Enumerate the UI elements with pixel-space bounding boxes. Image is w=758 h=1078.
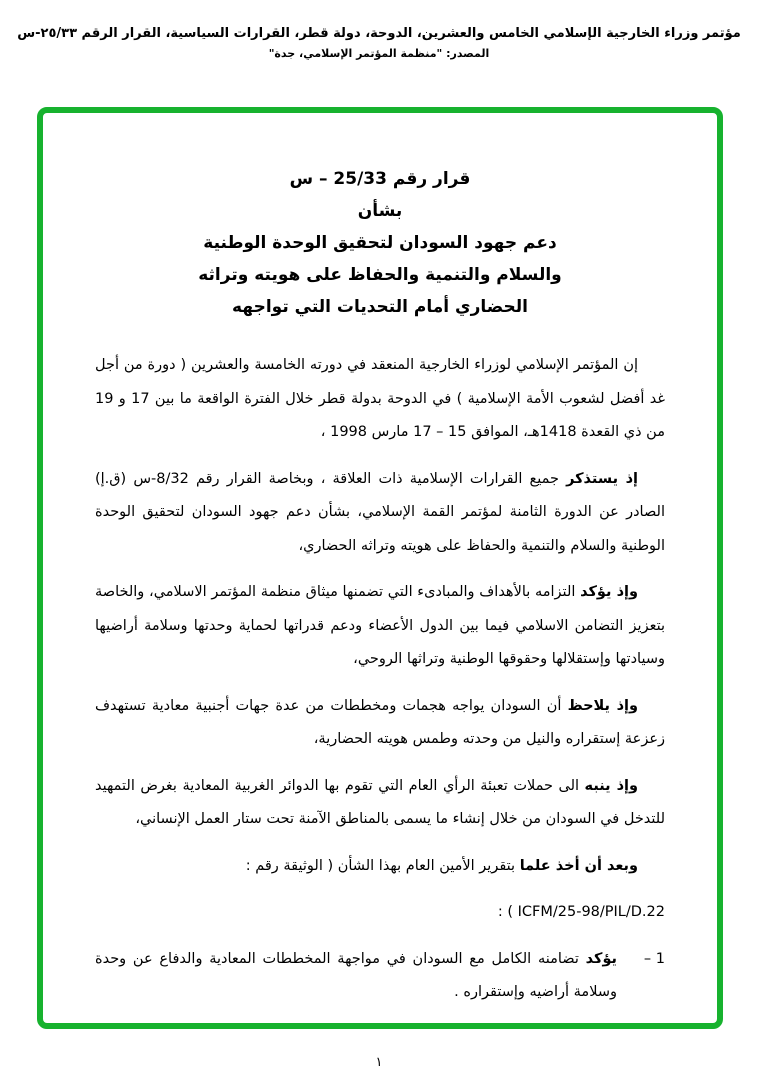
header-source-line: المصدر: "منظمة المؤتمر الإسلامي، جدة" bbox=[268, 47, 490, 60]
page-footer bbox=[0, 1055, 758, 1070]
clause-body bbox=[95, 943, 617, 1010]
document-reference-number: ICFM/25-98/PIL/D.22 ) : bbox=[497, 904, 665, 920]
resolution-title bbox=[95, 163, 665, 323]
paragraph-lead: إذ يستذكر bbox=[566, 470, 639, 487]
preamble-paragraph-3 bbox=[95, 576, 665, 677]
preamble-paragraph-6 bbox=[95, 850, 665, 884]
preamble-paragraph-5 bbox=[95, 770, 665, 837]
clause-lead: يؤكد bbox=[585, 950, 617, 967]
clause-number: 1 – bbox=[643, 950, 665, 967]
paragraph-text: التزامه بالأهداف والمبادىء التي تضمنها ميثاق منظمة المؤتمر الاسلامي، والخاصة بتعزيز التضامن الاسلامي فيما بين الدول الأعضاء ودعم قدراتها لحماية وحدتها وسلامة أراضيها وسيادتها وإستقلالها وحقوقها الوطنية وتراثها الروحي، bbox=[95, 584, 665, 667]
paragraph-text: إن المؤتمر الإسلامي لوزراء الخارجية المنعقد في دورته الخامسة والعشرين ( دورة من أجل غد أفضل لشعوب الأمة الإسلامية ) في الدوحة بدولة قطر خلال الفترة الواقعة ما بين 17 و 19 من ذي القعدة 1418هـ، الموافق 15 – 17 مارس 1998 ، bbox=[95, 357, 665, 440]
paragraph-text: الى حملات تعبئة الرأي العام التي تقوم بها الدوائر الغربية المعادية بغرض التمهيد للتدخل في السودان من خلال إنشاء ما يسمى بالمناطق الآمنة تحت ستار العمل الإنساني، bbox=[95, 777, 665, 827]
document-body bbox=[43, 113, 717, 1010]
paragraph-text: أن السودان يواجه هجمات ومخططات من عدة جهات أجنبية معادية تستهدف زعزعة إستقراره والنيل من وحدته وطمس هويته الحضارية، bbox=[95, 697, 665, 747]
paragraph-lead: وبعد أن أخذ علما bbox=[519, 857, 638, 874]
title-subject-line-3: الحضاري أمام التحديات التي تواجهه bbox=[232, 297, 528, 317]
clause-text: تضامنه الكامل مع السودان في مواجهة المخططات المعادية والدفاع عن وحدة وسلامة أراضيه وإستقراره . bbox=[95, 950, 617, 1000]
paragraph-text: بتقرير الأمين العام بهذا الشأن ( الوثيقة رقم : bbox=[245, 857, 516, 874]
page-number: ١ bbox=[375, 1055, 383, 1070]
preamble-paragraph-1 bbox=[95, 349, 665, 450]
preamble-paragraph-2 bbox=[95, 463, 665, 564]
title-regarding-label: بشأن bbox=[357, 201, 403, 221]
title-subject-line-1: دعم جهود السودان لتحقيق الوحدة الوطنية bbox=[203, 233, 557, 253]
preamble-paragraph-4 bbox=[95, 690, 665, 757]
title-subject-line-2: والسلام والتنمية والحفاظ على هويته وتراثه bbox=[198, 265, 562, 285]
paragraph-lead: وإذ يلاحظ bbox=[567, 697, 639, 714]
header-conference-line: مؤتمر وزراء الخارجية الإسلامي الخامس والعشرين، الدوحة، دولة قطر، القرارات السياسية، القرار الرقم ٢٥/٣٣-س bbox=[17, 26, 741, 41]
paragraph-text: جميع القرارات الإسلامية ذات العلاقة ، وبخاصة القرار رقم 8/32-س (ق.إ) الصادر عن الدورة الثامنة لمؤتمر القمة الإسلامي، بشأن دعم جهود السودان لتحقيق الوحدة الوطنية والسلام والتنمية والحفاظ على هويته وتراثه الحضاري، bbox=[95, 470, 665, 554]
paragraph-lead: وإذ يؤكد bbox=[580, 584, 638, 600]
paragraph-lead: وإذ ينبه bbox=[584, 777, 638, 794]
title-resolution-number: قرار رقم 25/33 – س bbox=[289, 169, 471, 189]
document-header bbox=[0, 26, 758, 60]
operative-clause-1 bbox=[95, 943, 665, 1010]
document-border-frame bbox=[37, 107, 723, 1029]
